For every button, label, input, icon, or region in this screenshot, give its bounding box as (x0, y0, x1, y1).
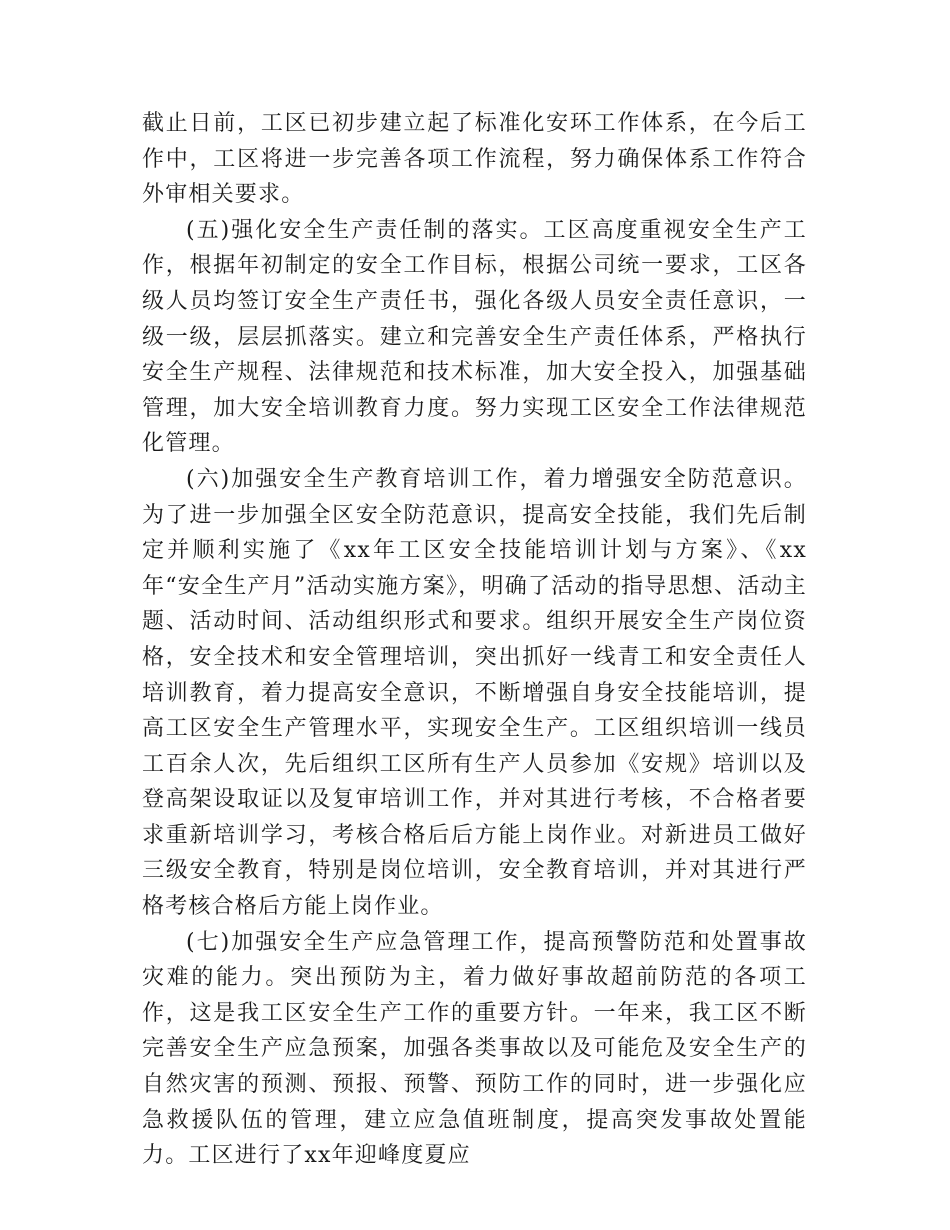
document-page (142, 106, 807, 1174)
paragraph-section-7: (七)加强安全生产应急管理工作，提高预警防范和处置事故灾难的能力。突出预防为主，着力做好事故超前防范的各项工作，这是我工区安全生产工作的重要方针。一年来，我工区不断完善安全生产应急预案，加强各类事故以及可能危及安全生产的自然灾害的预测、预报、预警、预防工作的同时，进一步强化应急救援队伍的管理，建立应急值班制度，提高突发事故处置能力。工区进行了xx年迎峰度夏应 (142, 929, 807, 1169)
paragraph-section-6: (六)加强安全生产教育培训工作，着力增强安全防范意识。为了进一步加强全区安全防范意识，提高安全技能，我们先后制定并顺利实施了《xx年工区安全技能培训计划与方案》、《xx年“安全生产月”活动实施方案》，明确了活动的指导思想、活动主题、活动时间、活动组织形式和要求。组织开展安全生产岗位资格，安全技术和安全管理培训，突出抓好一线青工和安全责任人培训教育，着力提高安全意识，不断增强自身安全技能培训，提高工区安全生产管理水平，实现安全生产。工区组织培训一线员工百余人次，先后组织工区所有生产人员参加《安规》培训以及登高架设取证以及复审培训工作，并对其进行考核，不合格者要求重新培训学习，考核合格后后方能上岗作业。对新进员工做好三级安全教育，特别是岗位培训，安全教育培训，并对其进行严格考核合格后方能上岗作业。 (142, 466, 807, 920)
paragraph-section-5: (五)强化安全生产责任制的落实。工区高度重视安全生产工作，根据年初制定的安全工作目标，根据公司统一要求，工区各级人员均签订安全生产责任书，强化各级人员安全责任意识，一级一级，层层抓落实。建立和完善安全生产责任体系，严格执行安全生产规程、法律规范和技术标准，加大安全投入，加强基础管理，加大安全培训教育力度。努力实现工区安全工作法律规范化管理。 (142, 217, 807, 457)
paragraph-intro: 截止日前，工区已初步建立起了标准化安环工作体系，在今后工作中，工区将进一步完善各项工作流程，努力确保体系工作符合外审相关要求。 (142, 111, 807, 208)
